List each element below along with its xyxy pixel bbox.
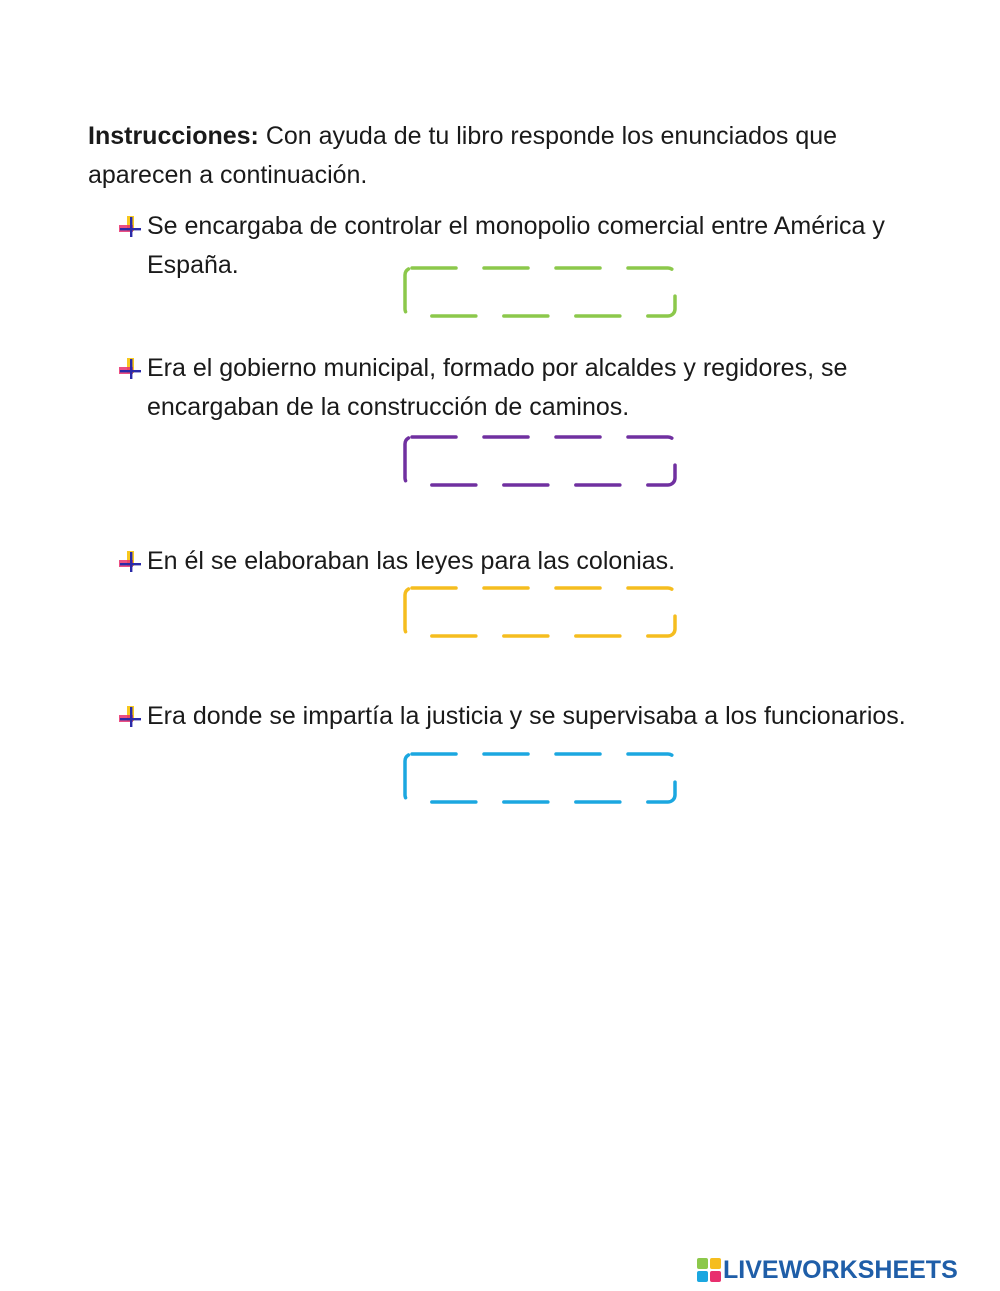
answer-input-2[interactable] xyxy=(412,442,670,480)
question-4-text: Era donde se impartía la justicia y se supervisaba a los funcionarios. xyxy=(147,702,906,730)
question-2-text: Era el gobierno municipal, formado por alcaldes y regidores, se encargaban de la construcción de caminos. xyxy=(147,354,848,421)
question-3 xyxy=(118,542,918,581)
answer-input-4[interactable] xyxy=(412,759,670,797)
liveworksheets-logo-text: LIVEWORKSHEETS xyxy=(723,1256,958,1284)
question-2 xyxy=(118,349,918,427)
instructions-text: Con ayuda de tu libro responde los enunciados que aparecen a continuación. xyxy=(88,122,838,189)
answer-box-1[interactable] xyxy=(402,265,678,319)
answer-input-1[interactable] xyxy=(412,273,670,311)
answer-input-3[interactable] xyxy=(412,593,670,631)
bullet-icon xyxy=(118,705,142,729)
answer-box-4[interactable] xyxy=(402,751,678,805)
answer-box-2[interactable] xyxy=(402,434,678,488)
bullet-icon xyxy=(118,215,142,239)
answer-box-3[interactable] xyxy=(402,585,678,639)
liveworksheets-logo-icon xyxy=(697,1258,721,1282)
question-1-text: Se encargaba de controlar el monopolio comercial entre América y España. xyxy=(147,212,885,279)
instructions-label: Instrucciones: xyxy=(88,122,259,150)
bullet-icon xyxy=(118,357,142,381)
question-3-text: En él se elaboraban las leyes para las colonias. xyxy=(147,547,676,575)
bullet-icon xyxy=(118,550,142,574)
instructions-paragraph xyxy=(88,117,918,195)
question-4 xyxy=(118,697,918,736)
liveworksheets-logo xyxy=(697,1257,958,1283)
